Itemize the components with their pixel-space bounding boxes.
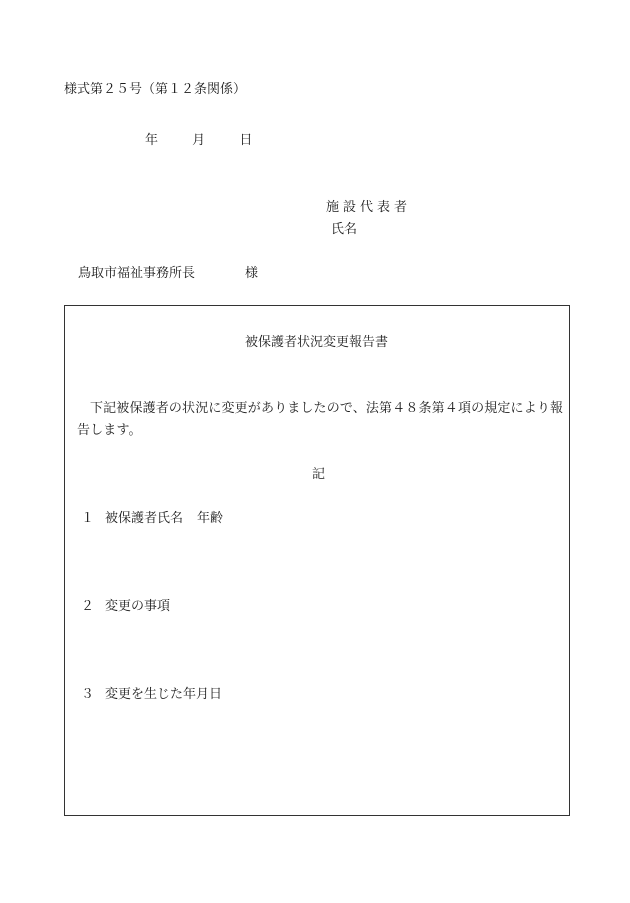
- report-body: 下記被保護者の状況に変更がありましたので、法第４８条第４項の規定により報告します。: [77, 401, 564, 438]
- addressee-honorific: 様: [245, 266, 259, 281]
- date-year-label: 年: [145, 133, 159, 148]
- item-change-matter: [81, 600, 170, 613]
- date-day-label: 日: [239, 133, 253, 148]
- report-box: [64, 305, 570, 816]
- item-label: 変更の事項: [105, 599, 171, 614]
- report-title: 被保護者状況変更報告書: [245, 335, 389, 350]
- date-line: [145, 134, 252, 147]
- item-label: 変更を生じた年月日: [105, 687, 223, 702]
- date-month-label: 月: [192, 133, 206, 148]
- item-change-date: [81, 688, 222, 701]
- form-number: 様式第２５号（第１２条関係）: [64, 82, 247, 97]
- representative-name-label: 氏名: [331, 222, 358, 237]
- item-number: ３: [81, 687, 95, 702]
- item-label: 被保護者氏名: [105, 511, 184, 526]
- addressee: [78, 267, 258, 280]
- addressee-name: 鳥取市福祉事務所長: [78, 266, 196, 281]
- item-age-label: 年齢: [197, 511, 224, 526]
- facility-representative-label: 施設代表者: [326, 200, 412, 215]
- item-subject-name-age: [81, 512, 223, 525]
- item-number: １: [81, 511, 95, 526]
- item-number: ２: [81, 599, 95, 614]
- ki-heading: 記: [312, 467, 326, 482]
